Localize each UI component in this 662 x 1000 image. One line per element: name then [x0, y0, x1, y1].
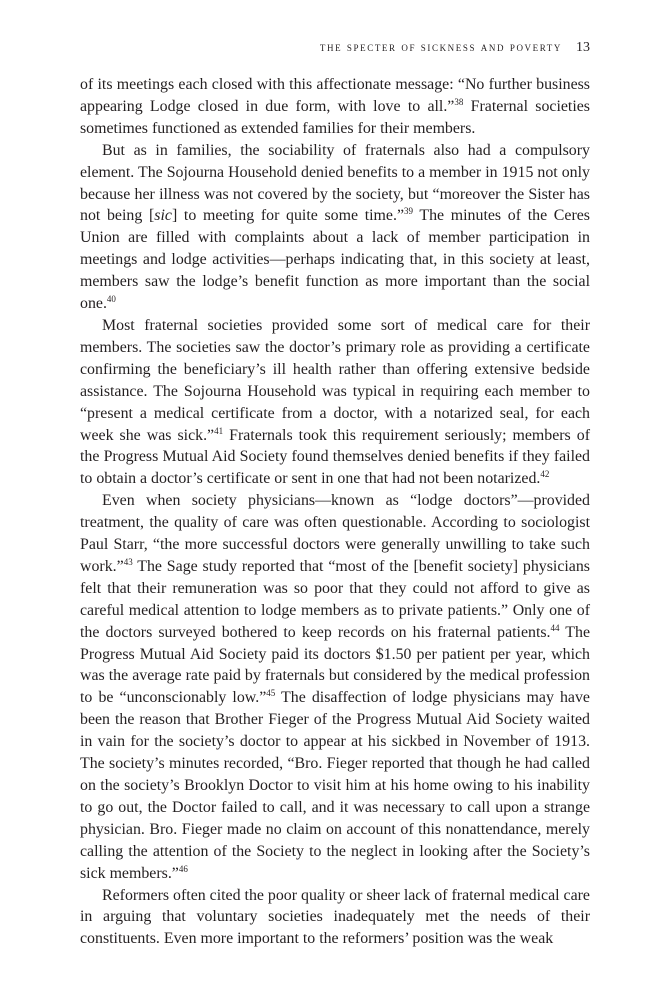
text-run: Reformers often cited the poor quality or sheer lack of fraternal medical care in arguing that voluntary societies inadequately met the needs of their constituents. Even more important to the reformers’ position was the weak [80, 886, 590, 948]
text-run: Most fraternal societies provided some sort of medical care for their members. The societies saw the doctor’s primary role as providing a certificate confirming the beneficiary’s ill health rather than offering extensive bedside assistance. The Sojourna Household was typical in requiring each member to “present a medical certificate from a doctor, with a notarized seal, for each week she was sick.” [80, 316, 590, 444]
text-run: of its meetings each closed with this affectionate message: “No further business appearing Lodge closed in due form, with love to all.” [80, 76, 590, 115]
text-run: The Sage study reported that “most of the [benefit society] physicians felt that their remuneration was so poor that they could not afford to give as careful medical attention to lodge members as to private patients.” Only one of the doctors surveyed bothered to keep records on his fraternal patients. [80, 557, 590, 641]
running-head-title: the specter of sickness and poverty [319, 40, 562, 54]
footnote-ref: 45 [266, 688, 276, 699]
running-head [80, 40, 590, 56]
footnote-ref: 38 [454, 96, 464, 107]
text-run: But as in families, the sociability of fraternals also had a compulsory element. The Sojourna Household denied benefits to a member in 1915 not only because her illness was not covered by the society, but “moreover the Sister has not being [ [80, 141, 590, 225]
text-run: ] to meeting for quite some time.” [171, 207, 404, 225]
footnote-ref: 39 [404, 206, 413, 217]
paragraph-2 [80, 140, 590, 315]
text-run: The Progress Mutual Aid Society paid its doctors $1.50 per patient per year, which was the average rate paid by fraternals but considered by the medical profession to be “unconscionably low.” [80, 623, 591, 707]
page-number: 13 [576, 40, 590, 55]
paragraph-4 [80, 490, 590, 884]
footnote-ref: 44 [550, 622, 560, 633]
body-text [80, 74, 590, 950]
paragraph-5 [80, 885, 590, 951]
footnote-ref: 43 [123, 556, 133, 567]
text-run: The minutes of the Ceres Union are filled with complaints about a lack of member participation in meetings and lodge activities—perhaps indicating that, in this society at least, members saw the lodge’s benefit function as more important than the social one. [80, 207, 590, 313]
footnote-ref: 40 [106, 294, 116, 305]
paragraph-3 [80, 315, 590, 490]
footnote-ref: 46 [178, 863, 188, 874]
footnote-ref: 42 [540, 469, 550, 480]
text-run: Fraternal societies sometimes functioned as extended families for their members. [80, 97, 590, 137]
paragraph-1 [80, 74, 590, 140]
italic-sic: sic [154, 207, 172, 225]
text-run: Fraternals took this requirement seriously; members of the Progress Mutual Aid Society found themselves denied benefits if they failed to obtain a doctor’s certificate or sent in one that had not been notarized. [80, 426, 590, 488]
footnote-ref: 41 [214, 425, 224, 436]
text-run: The disaffection of lodge physicians may have been the reason that Brother Fieger of the Progress Mutual Aid Society waited in vain for the society’s doctor to appear at his sickbed in November of 1913. The society’s minutes recorded, “Bro. Fieger reported that though he had called on the society’s Brooklyn Doctor to visit him at his home owing to his inability to go out, the Doctor failed to call, and it was necessary to call upon a strange physician. Bro. Fieger made no claim on account of this nonattendance, merely calling the attention of the Society to the neglect in looking after the Society’s sick members.” [80, 689, 590, 882]
text-run: Even when society physicians—known as “lodge doctors”—provided treatment, the quality of care was often questionable. According to sociologist Paul Starr, “the more successful doctors were generally unwilling to take such work.” [80, 492, 590, 575]
